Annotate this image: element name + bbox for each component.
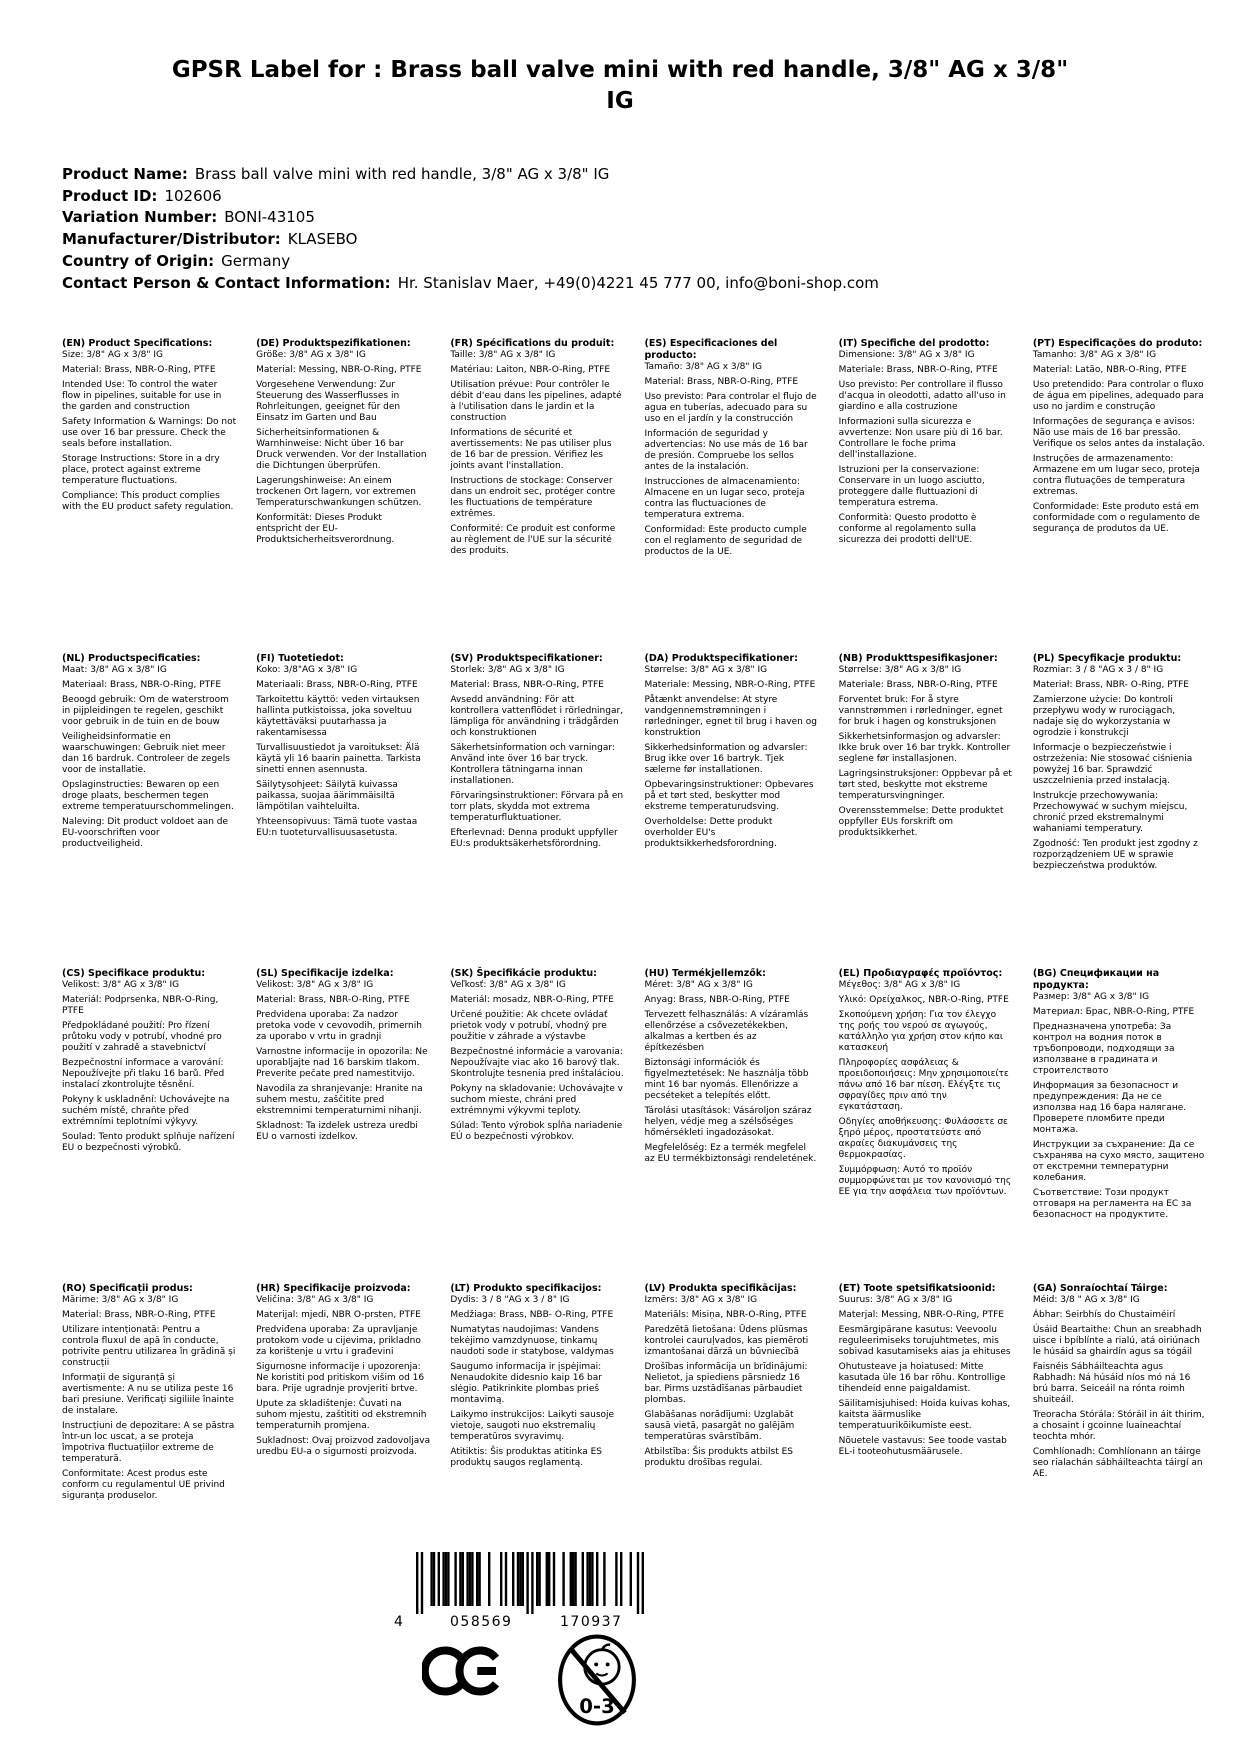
spec-paragraph: Úsáid Beartaithe: Chun an sreabhadh uisce i bpíblínte a rialú, atá oiriúnach le húsáid sa ghairdín agus sa tógáil — [1032, 1325, 1202, 1357]
spec-paragraph: Taille: 3/8" AG x 3/8" IG — [450, 350, 556, 360]
spec-paragraph: Størrelse: 3/8" AG x 3/8" IG — [644, 665, 768, 675]
spec-paragraph: Intended Use: To control the water flow in pipelines, suitable for use in the garden and construction — [62, 380, 222, 412]
spec-paragraph: Съответствие: Този продукт отговаря на регламента на ЕС за безопасност на продуктите. — [1032, 1188, 1192, 1220]
spec-block-title: (GA) Sonraíochtaí Táirge: — [1032, 1283, 1168, 1294]
variation-number-label: Variation Number: — [62, 208, 218, 227]
spec-paragraph: Tamaño: 3/8" AG x 3/8" IG — [644, 362, 763, 372]
spec-paragraph: Материал: Брас, NBR-O-Ring, PTFE — [1032, 1007, 1195, 1017]
spec-paragraph: Izmērs: 3/8" AG x 3/8" IG — [644, 1295, 758, 1305]
spec-block-title: (FI) Tuotetiedot: — [256, 653, 344, 664]
spec-paragraph: Lagerungshinweise: An einem trockenen Ort lagern, vor extremen Temperaturschwankungen schützen. — [256, 476, 422, 508]
variation-number-row — [62, 207, 879, 229]
spec-block-title: (HU) Termékjellemzők: — [644, 968, 766, 979]
product-info — [62, 164, 879, 294]
spec-paragraph: Säkerhetsinformation och varningar: Använd inte över 16 bar tryck. Kontrollera tätningarna innan installationen. — [450, 743, 615, 786]
spec-paragraph: Nõuetele vastavus: See toode vastab EL-i tooteohutusmäärusele. — [838, 1436, 1007, 1457]
spec-paragraph: Compliance: This product complies with the EU product safety regulation. — [62, 491, 234, 512]
spec-block-title: (HR) Specifikacije proizvoda: — [256, 1283, 411, 1294]
spec-paragraph: Efterlevnad: Denna produkt uppfyller EU:s produktsäkerhetsförordning. — [450, 828, 618, 849]
spec-paragraph: Bezpečnostní informace a varování: Nepoužívejte při tlaku 16 barů. Před instalací zkontrolujte těsnění. — [62, 1058, 225, 1090]
spec-paragraph: Materiaali: Brass, NBR-O-Ring, PTFE — [256, 680, 418, 690]
spec-block-lv — [645, 1283, 819, 1598]
product-id-row — [62, 186, 879, 208]
spec-paragraph: Utilizare intenționată: Pentru a controla fluxul de apă în conducte, potrivite pentru utilizarea în grădină și construcții — [62, 1325, 236, 1368]
spec-paragraph: Naleving: Dit product voldoet aan de EU-voorschriften voor productveiligheid. — [62, 817, 229, 849]
spec-paragraph: Sicherheitsinformationen & Warnhinweise: Nicht über 16 bar Druck verwenden. Vor der Installation die Dichtungen überprüfen. — [256, 428, 427, 471]
spec-block-el — [839, 968, 1013, 1283]
spec-paragraph: Material: Brass, NBR-O-Ring, PTFE — [644, 377, 799, 387]
spec-paragraph: Maat: 3/8" AG x 3/8" IG — [62, 665, 167, 675]
spec-paragraph: Drošības informācija un brīdinājumi: Nelietot, ja spiediens pārsniedz 16 bar. Pirms uzstādīšanas pārbaudiet plombas. — [644, 1362, 808, 1405]
spec-paragraph: Dimensione: 3/8" AG x 3/8" IG — [838, 350, 975, 360]
spec-paragraph: Tervezett felhasználás: A vízáramlás ellenőrzése a csővezetékekben, alkalmas a kertben és az építkezésben — [644, 1010, 809, 1053]
spec-paragraph: Yhteensopivuus: Tämä tuote vastaa EU:n tuoteturvallisuusasetusta. — [256, 817, 418, 838]
spec-paragraph: Pokyny k uskladnění: Uchovávejte na suchém místě, chraňte před extrémními teplotními výkyvy. — [62, 1095, 230, 1127]
spec-paragraph: Méret: 3/8" AG x 3/8" IG — [644, 980, 753, 990]
spec-paragraph: Biztonsági információk és figyelmeztetések: Ne használja több mint 16 bar nyomás. Ellenőrizze a pecséteket a telepítés előtt. — [644, 1058, 809, 1101]
spec-block-title: (LT) Produkto specifikacijos: — [450, 1283, 602, 1294]
spec-paragraph: Koko: 3/8"AG x 3/8" IG — [256, 665, 358, 675]
spec-block-fr — [450, 338, 624, 653]
spec-block-lt — [450, 1283, 624, 1598]
spec-paragraph: Předpokládané použití: Pro řízení průtoku vody v potrubí, vhodné pro použití v zahradě a stavebnictví — [62, 1021, 222, 1053]
spec-block-bg — [1033, 968, 1207, 1283]
contact-label: Contact Person & Contact Information: — [62, 273, 391, 292]
spec-paragraph: Informacje o bezpieczeństwie i ostrzeżenia: Nie stosować ciśnienia powyżej 16 bar. Sprawdzić uszczelnienia przed instalacją. — [1032, 743, 1193, 786]
spec-paragraph: Sukladnost: Ovaj proizvod zadovoljava uredbu EU-a o sigurnosti proizvoda. — [256, 1436, 431, 1457]
spec-paragraph: Dydis: 3 / 8 "AG x 3 / 8" IG — [450, 1295, 570, 1305]
spec-paragraph: Numatytas naudojimas: Vandens tekėjimo vamzdynuose, tinkamų naudoti sode ir statybose, valdymas — [450, 1325, 614, 1357]
age-warning-0-3-icon — [556, 1632, 638, 1732]
spec-block-title: (SL) Specifikacije izdelka: — [256, 968, 394, 979]
spec-paragraph: Размер: 3/8" AG x 3/8" IG — [1032, 992, 1150, 1002]
contact-value: Hr. Stanislav Maer, +49(0)4221 45 777 00, info@boni-shop.com — [397, 273, 879, 292]
spec-paragraph: Predvidena uporaba: Za nadzor pretoka vode v cevovodih, primernih za uporabo v vrtu in gradnji — [256, 1010, 422, 1042]
spec-block-title: (LV) Produkta specifikācijas: — [644, 1283, 797, 1294]
spec-paragraph: Treoracha Stórála: Stóráil in áit thirim, a chosaint i gcoinne luaineachtaí teochta mhór. — [1032, 1410, 1205, 1442]
spec-paragraph: Méid: 3/8 " AG x 3/8" IG — [1032, 1295, 1140, 1305]
spec-paragraph: Sikkerhetsinformasjon og advarsler: Ikke bruk over 16 bar trykk. Kontroller seglene før installasjonen. — [838, 732, 1011, 764]
spec-paragraph: Megfelelőség: Ez a termék megfelel az EU termékbiztonsági rendeletének. — [644, 1143, 817, 1164]
spec-paragraph: Velikost: 3/8" AG x 3/8" IG — [256, 980, 374, 990]
spec-block-title: (DA) Produktspecifikationer: — [644, 653, 798, 664]
spec-paragraph: Určené použitie: Ak chcete ovládať prietok vody v potrubí, vhodný pre použitie v záhrade a výstavbe — [450, 1010, 608, 1042]
spec-paragraph: Materiale: Brass, NBR-O-Ring, PTFE — [838, 680, 998, 690]
spec-paragraph: Información de seguridad y advertencias: No use más de 16 bar de presión. Compruebe los sellos antes de la instalación. — [644, 429, 808, 472]
product-name-label: Product Name: — [62, 165, 188, 183]
spec-block-et — [839, 1283, 1013, 1598]
spec-paragraph: Информация за безопасност и предупреждения: Да не се използва над 16 бара налягане. Проверете пломбите преди монтажа. — [1032, 1081, 1187, 1135]
spec-paragraph: Tarkoitettu käyttö: veden virtauksen hallinta putkistoissa, joka soveltuu käytettäväksi puutarhassa ja rakentamisessa — [256, 695, 420, 738]
spec-paragraph: Material: Latão, NBR-O-Ring, PTFE — [1032, 365, 1187, 375]
spec-paragraph: Beoogd gebruik: Om de waterstroom in pijpleidingen te regelen, geschikt voor gebruik in de tuin en de bouw — [62, 695, 229, 727]
spec-paragraph: Ohutusteave ja hoiatused: Mitte kasutada üle 16 bar rõhu. Kontrollige tihendeid enne paigaldamist. — [838, 1362, 1006, 1394]
spec-paragraph: Skladnost: Ta izdelek ustreza uredbi EU o varnosti izdelkov. — [256, 1121, 418, 1142]
spec-paragraph: Overensstemmelse: Dette produktet oppfyller EUs forskrift om produktsikkerhet. — [838, 806, 1004, 838]
spec-paragraph: Paredzētā lietošana: Ūdens plūsmas kontrolei cauruļvados, kas piemēroti izmantošanai dārzā un būvniecībā — [644, 1325, 809, 1357]
spec-paragraph: Instrucciones de almacenamiento: Almacene en un lugar seco, proteja contra las fluctuaciones de temperatura extrema. — [644, 477, 805, 520]
spec-paragraph: Material: Brass, NBR-O-Ring, PTFE — [256, 995, 410, 1005]
spec-block-title: (NL) Productspecificaties: — [62, 653, 201, 664]
product-name-value: Brass ball valve mini with red handle, 3/8" AG x 3/8" IG — [194, 165, 610, 183]
spec-paragraph: Instruções de armazenamento: Armazene em um lugar seco, proteja contra flutuações de temperatura extremas. — [1032, 454, 1200, 497]
spec-block-pt — [1033, 338, 1207, 653]
spec-block-fi — [256, 653, 430, 968]
spec-paragraph: Navodila za shranjevanje: Hranite na suhem mestu, zaščitite pred ekstremnimi temperaturnimi nihanji. — [256, 1084, 423, 1116]
spec-block-title: (EN) Product Specifications: — [62, 338, 213, 349]
spec-paragraph: Förvaringsinstruktioner: Förvara på en torr plats, skydda mot extrema temperaturfluktuationer. — [450, 791, 624, 823]
spec-paragraph: Vorgesehene Verwendung: Zur Steuerung des Wasserflusses in Rohrleitungen, geeignet für den Einsatz im Garten und Bau — [256, 380, 401, 423]
spec-block-de — [256, 338, 430, 653]
barcode-digit-system: 4 — [394, 1614, 405, 1630]
spec-paragraph: Material: Brass, NBR-O-Ring, PTFE — [62, 365, 216, 375]
spec-paragraph: Material: Messing, NBR-O-Ring, PTFE — [256, 365, 422, 375]
spec-paragraph: Größe: 3/8" AG x 3/8" IG — [256, 350, 366, 360]
spec-paragraph: Conformità: Questo prodotto è conforme al regolamento sulla sicurezza dei prodotti dell'UE. — [838, 513, 977, 545]
spec-paragraph: Zamierzone użycie: Do kontroli przepływu wody w rurociągach, nadaje się do wykorzystania w ogrodzie i konstrukcji — [1032, 695, 1176, 738]
spec-paragraph: Sigurnosne informacije i upozorenja: Ne koristiti pod pritiskom višim od 16 bara. Prije ugradnje provjeriti brtve. — [256, 1362, 425, 1394]
spec-paragraph: Materiál: Podprsenka, NBR-O-Ring, PTFE — [62, 995, 219, 1016]
spec-paragraph: Предназначена употреба: За контрол на водния поток в тръбопроводи, подходящи за използване в градината и строителството — [1032, 1022, 1175, 1076]
spec-paragraph: Upute za skladištenje: Čuvati na suhom mjestu, zaštititi od ekstremnih temperaturnih promjena. — [256, 1399, 427, 1431]
manufacturer-row — [62, 229, 879, 251]
spec-paragraph: Materiál: mosadz, NBR-O-Ring, PTFE — [450, 995, 614, 1005]
barcode — [392, 1552, 648, 1636]
ce-mark-icon — [422, 1646, 504, 1700]
product-id-label: Product ID: — [62, 186, 158, 205]
spec-paragraph: Uso previsto: Para controlar el flujo de agua en tuberías, adecuado para su uso en el jardín y la construcción — [644, 392, 817, 424]
country-of-origin-row — [62, 251, 879, 273]
spec-paragraph: Atbilstība: Šis produkts atbilst ES produktu drošības regulai. — [644, 1447, 794, 1468]
spec-block-it — [839, 338, 1013, 653]
spec-paragraph: Πληροφορίες ασφάλειας & προειδοποιήσεις: Μην χρησιμοποιείτε πάνω από 16 bar πίεση. Ελέγξτε τις σφραγίδες πριν από την εγκατάσταση. — [838, 1058, 1009, 1112]
spec-paragraph: Comhlíonadh: Comhlíonann an táirge seo rialachán sábháilteachta táirgí an AE. — [1032, 1447, 1203, 1479]
spec-paragraph: Instrucțiuni de depozitare: A se păstra într-un loc uscat, a se proteja împotriva fluctuațiilor extreme de temperatură. — [62, 1421, 235, 1464]
spec-paragraph: Mărime: 3/8" AG x 3/8" IG — [62, 1295, 179, 1305]
spec-paragraph: Lagringsinstruksjoner: Oppbevar på et tørt sted, beskytte mot ekstreme temperatursvingninger. — [838, 769, 1012, 801]
spec-block-pl — [1033, 653, 1207, 968]
spec-paragraph: Velikost: 3/8" AG x 3/8" IG — [62, 980, 180, 990]
spec-paragraph: Glabāšanas norādījumi: Uzglabāt sausā vietā, pasargāt no galējām temperatūras svārstībām. — [644, 1410, 795, 1442]
spec-paragraph: Safety Information & Warnings: Do not use over 16 bar pressure. Check the seals before installation. — [62, 417, 237, 449]
spec-paragraph: Utilisation prévue: Pour contrôler le débit d'eau dans les pipelines, adapté à l'utilisation dans le jardin et la construction — [450, 380, 622, 423]
spec-paragraph: Pokyny na skladovanie: Uchovávajte v suchom mieste, chráni pred extrémnymi výkyvmi teploty. — [450, 1084, 623, 1116]
spec-paragraph: Uso pretendido: Para controlar o fluxo de água em pipelines, adequado para uso no jardim e construção — [1032, 380, 1204, 412]
page-title: GPSR Label for : Brass ball valve mini with red handle, 3/8" AG x 3/8" IG — [171, 57, 1069, 114]
spec-block-ro — [62, 1283, 236, 1598]
spec-paragraph: Materiaal: Brass, NBR-O-Ring, PTFE — [62, 680, 222, 690]
spec-paragraph: Sikkerhedsinformation og advarsler: Brug ikke over 16 bartryk. Tjek sælerne før installationen. — [644, 743, 808, 775]
spec-block-cs — [62, 968, 236, 1283]
spec-paragraph: Συμμόρφωση: Αυτό το προϊόν συμμορφώνεται με τον κανονισμό της ΕΕ για την ασφάλεια των προϊόντων. — [838, 1165, 1012, 1197]
spec-paragraph: Informações de segurança e avisos: Não use mais de 16 bar pressão. Verifique os selos antes da instalação. — [1032, 417, 1205, 449]
spec-block-title: (CS) Specifikace produktu: — [62, 968, 206, 979]
spec-paragraph: Tárolási utasítások: Vásároljon száraz helyen, védje meg a szélsőséges hőmérsékleti ingadozásokat. — [644, 1106, 812, 1138]
spec-paragraph: Material: Brass, NBR-O-Ring, PTFE — [450, 680, 604, 690]
spec-paragraph: Säilytysohjeet: Säilytä kuivassa paikassa, suojaa äärimmäisiltä lämpötilan vaihteluilta. — [256, 780, 398, 812]
spec-paragraph: Storage Instructions: Store in a dry place, protect against extreme temperature fluctuations. — [62, 454, 220, 486]
spec-block-sv — [450, 653, 624, 968]
spec-paragraph: Eesmärgipärane kasutus: Veevoolu reguleerimiseks torujuhtmetes, mis sobivad kasutamiseks aias ja ehituses — [838, 1325, 1011, 1357]
country-of-origin-label: Country of Origin: — [62, 251, 215, 270]
spec-block-sl — [256, 968, 430, 1283]
spec-paragraph: Materijal: mjedi, NBR O-prsten, PTFE — [256, 1310, 421, 1320]
spec-paragraph: Rozmiar: 3 / 8 "AG x 3 / 8" IG — [1032, 665, 1164, 675]
product-id-value: 102606 — [164, 186, 222, 205]
spec-paragraph: Conformité: Ce produit est conforme au règlement de l'UE sur la sécurité des produits. — [450, 524, 616, 556]
spec-paragraph: Μέγεθος: 3/8" AG x 3/8" IG — [838, 980, 961, 990]
spec-paragraph: Veiligheidsinformatie en waarschuwingen: Gebruik niet meer dan 16 bardruk. Controleer de zegels voor de installatie. — [62, 732, 230, 775]
spec-paragraph: Tamanho: 3/8" AG x 3/8" IG — [1032, 350, 1157, 360]
spec-paragraph: Säilitamisjuhised: Hoida kuivas kohas, kaitsta äärmuslike temperatuurikõikumiste eest. — [838, 1399, 1011, 1431]
spec-paragraph: Materjal: Messing, NBR-O-Ring, PTFE — [838, 1310, 1004, 1320]
spec-paragraph: Υλικό: Ορείχαλκος, NBR-O-Ring, PTFE — [838, 995, 1009, 1005]
spec-paragraph: Zgodność: Ten produkt jest zgodny z rozporządzeniem UE w sprawie bezpieczeństwa produktów. — [1032, 839, 1198, 871]
spec-paragraph: Størrelse: 3/8" AG x 3/8" IG — [838, 665, 962, 675]
spec-paragraph: Medžiaga: Brass, NBB- O-Ring, PTFE — [450, 1310, 614, 1320]
barcode-group-left: 058569 — [450, 1614, 513, 1630]
spec-block-title: (ET) Toote spetsifikatsioonid: — [838, 1283, 996, 1294]
manufacturer-value: KLASEBO — [287, 230, 358, 249]
spec-paragraph: Size: 3/8" AG x 3/8" IG — [62, 350, 163, 360]
spec-paragraph: Materiale: Messing, NBR-O-Ring, PTFE — [644, 680, 816, 690]
spec-block-title: (SK) Špecifikácie produktu: — [450, 968, 597, 979]
spec-paragraph: Veľkosť: 3/8" AG x 3/8" IG — [450, 980, 566, 990]
spec-paragraph: Turvallisuustiedot ja varoitukset: Älä käytä yli 16 baarin painetta. Tarkista sinetti ennen asennusta. — [256, 743, 421, 775]
spec-paragraph: Instructions de stockage: Conserver dans un endroit sec, protéger contre les fluctuations de température extrêmes. — [450, 476, 616, 519]
spec-paragraph: Overholdelse: Dette produkt overholder EU's produktsikkerhedsforordning. — [644, 817, 777, 849]
spec-paragraph: Forventet bruk: For å styre vannstrømmen i rørledninger, egnet for bruk i hagen og konstruksjonen — [838, 695, 1003, 727]
spec-paragraph: Bezpečnostné informácie a varovania: Nepoužívajte viac ako 16 barový tlak. Skontrolujte tesnenia pred inštaláciou. — [450, 1047, 624, 1079]
spec-paragraph: Varnostne informacije in opozorila: Ne uporabljajte nad 16 barskim tlakom. Preverite pečate pred namestitvijo. — [256, 1047, 428, 1079]
spec-block-title: (SV) Produktspecifikationer: — [450, 653, 603, 664]
manufacturer-label: Manufacturer/Distributor: — [62, 230, 281, 249]
product-name-row — [62, 164, 879, 186]
spec-paragraph: Instrukcje przechowywania: Przechowywać w suchym miejscu, chronić przed ekstremalnymi wahaniami temperatury. — [1032, 791, 1188, 834]
spec-paragraph: Informazioni sulla sicurezza e avvertenze: Non usare più di 16 bar. Controllare le foche prima dell'installazione. — [838, 417, 1003, 460]
spec-block-nb — [839, 653, 1013, 968]
spec-block-en — [62, 338, 236, 653]
spec-paragraph: Ábhar: Seirbhís do Chustaiméirí — [1032, 1310, 1176, 1320]
spec-paragraph: Matériau: Laiton, NBR-O-Ring, PTFE — [450, 365, 611, 375]
spec-block-title: (PL) Specyfikacje produktu: — [1032, 653, 1182, 664]
spec-paragraph: Laikymo instrukcijos: Laikyti sausoje vietoje, saugoti nuo ekstremalių temperatūros svyravimų. — [450, 1410, 615, 1442]
spec-paragraph: Material: Brass, NBR-O-Ring, PTFE — [62, 1310, 216, 1320]
spec-paragraph: Faisnéis Sábháilteachta agus Rabhadh: Ná húsáid níos mó ná 16 brú barra. Seiceáil na rónta roimh shuiteáil. — [1032, 1362, 1191, 1405]
spec-paragraph: Predviđena uporaba: Za upravljanje protokom vode u cijevima, prikladno za korištenje u vrtu i građevini — [256, 1325, 421, 1357]
spec-paragraph: Soulad: Tento produkt splňuje nařízení EU o bezpečnosti výrobků. — [62, 1132, 235, 1153]
spec-paragraph: Avsedd användning: För att kontrollera vattenflödet i rörledningar, lämpliga för användning i trädgården och konstruktionen — [450, 695, 624, 738]
barcode-group-right: 170937 — [560, 1614, 623, 1630]
spec-paragraph: Súlad: Tento výrobok spĺňa nariadenie EÚ o bezpečnosti výrobkov. — [450, 1121, 623, 1142]
spec-paragraph: Materiał: Brass, NBR- O-Ring, PTFE — [1032, 680, 1189, 690]
spec-paragraph: Conformidad: Este producto cumple con el reglamento de seguridad de productos de la UE. — [644, 525, 807, 557]
spec-paragraph: Materiale: Brass, NBR-O-Ring, PTFE — [838, 365, 998, 375]
spec-block-title: (FR) Spécifications du produit: — [450, 338, 615, 349]
spec-paragraph: Atitiktis: Šis produktas atitinka ES produktų saugos reglamentą. — [450, 1447, 603, 1468]
spec-paragraph: Påtænkt anvendelse: At styre vandgennemstrømningen i rørledninger, egnet til brug i haven og konstruktion — [644, 695, 817, 738]
spec-paragraph: Materiāls: Misiņa, NBR-O-Ring, PTFE — [644, 1310, 807, 1320]
spec-block-sk — [450, 968, 624, 1283]
spec-paragraph: Anyag: Brass, NBR-O-Ring, PTFE — [644, 995, 790, 1005]
spec-paragraph: Suurus: 3/8" AG x 3/8" IG — [838, 1295, 953, 1305]
spec-block-da — [645, 653, 819, 968]
spec-paragraph: Opbevaringsinstruktioner: Opbevares på et tørt sted, beskytter mod ekstreme temperaturudsving. — [644, 780, 814, 812]
spec-paragraph: Opslaginstructies: Bewaren op een droge plaats, beschermen tegen extreme temperatuurschommelingen. — [62, 780, 234, 812]
variation-number-value: BONI-43105 — [224, 208, 315, 227]
barcode-bars-icon — [416, 1552, 644, 1614]
spec-block-es — [645, 338, 819, 653]
spec-block-title: (DE) Produktspezifikationen: — [256, 338, 411, 349]
spec-paragraph: Istruzioni per la conservazione: Conservare in un luogo asciutto, proteggere dalle fluttuazioni di temperatura estrema. — [838, 465, 985, 508]
spec-paragraph: Инструкции за съхранение: Да се съхранява на сухо място, защитено от екстремни температурни колебания. — [1032, 1140, 1205, 1183]
age-warning-text: 0-3 — [579, 1694, 615, 1718]
spec-paragraph: Uso previsto: Per controllare il flusso d'acqua in oleodotti, adatto all'uso in giardino e alla costruzione — [838, 380, 1006, 412]
spec-block-hu — [645, 968, 819, 1283]
spec-paragraph: Σκοπούμενη χρήση: Για τον έλεγχο της ροής του νερού σε αγωγούς, κατάλληλο για χρήση στον κήπο και κατασκευή — [838, 1010, 1003, 1053]
spec-block-nl — [62, 653, 236, 968]
country-of-origin-value: Germany — [221, 251, 291, 270]
spec-paragraph: Informations de sécurité et avertissements: Ne pas utiliser plus de 16 bar de pression. Vérifiez les joints avant l'installation. — [450, 428, 612, 471]
spec-block-title: (NB) Produkttspesifikasjoner: — [838, 653, 998, 664]
spec-block-title: (BG) Спецификации на продукта: — [1032, 968, 1160, 991]
spec-paragraph: Konformität: Dieses Produkt entspricht der EU-Produktsicherheitsverordnung. — [256, 513, 395, 545]
spec-block-title: (RO) Specificații produs: — [62, 1283, 193, 1294]
spec-block-title: (IT) Specifiche del prodotto: — [838, 338, 990, 349]
spec-paragraph: Conformidade: Este produto está em conformidade com o regulamento de segurança de produtos da UE. — [1032, 502, 1200, 534]
spec-paragraph: Veličina: 3/8" AG x 3/8" IG — [256, 1295, 374, 1305]
spec-paragraph: Informații de siguranță și avertismente: A nu se utiliza peste 16 bari presiune. Verificați sigiliile înainte de instalare. — [62, 1373, 234, 1416]
spec-block-title: (ES) Especificaciones del producto: — [644, 338, 778, 361]
spec-paragraph: Οδηγίες αποθήκευσης: Φυλάσσετε σε ξηρό μέρος, προστατεύστε από ακραίες διακυμάνσεις της θερμοκρασίας. — [838, 1117, 1008, 1160]
spec-paragraph: Conformitate: Acest produs este conform cu regulamentul UE privind siguranța produselor. — [62, 1469, 225, 1501]
spec-paragraph: Saugumo informacija ir įspėjimai: Nenaudokite didesnio kaip 16 bar slėgio. Patikrinkite plombas prieš montavimą. — [450, 1362, 602, 1405]
spec-block-title: (PT) Especificações do produto: — [1032, 338, 1203, 349]
spec-grid — [62, 338, 1207, 1598]
spec-block-hr — [256, 1283, 430, 1598]
spec-paragraph: Storlek: 3/8" AG x 3/8" IG — [450, 665, 565, 675]
contact-row — [62, 273, 879, 295]
spec-block-ga — [1033, 1283, 1207, 1598]
spec-block-title: (EL) Προδιαγραφές προϊόντος: — [838, 968, 1003, 979]
